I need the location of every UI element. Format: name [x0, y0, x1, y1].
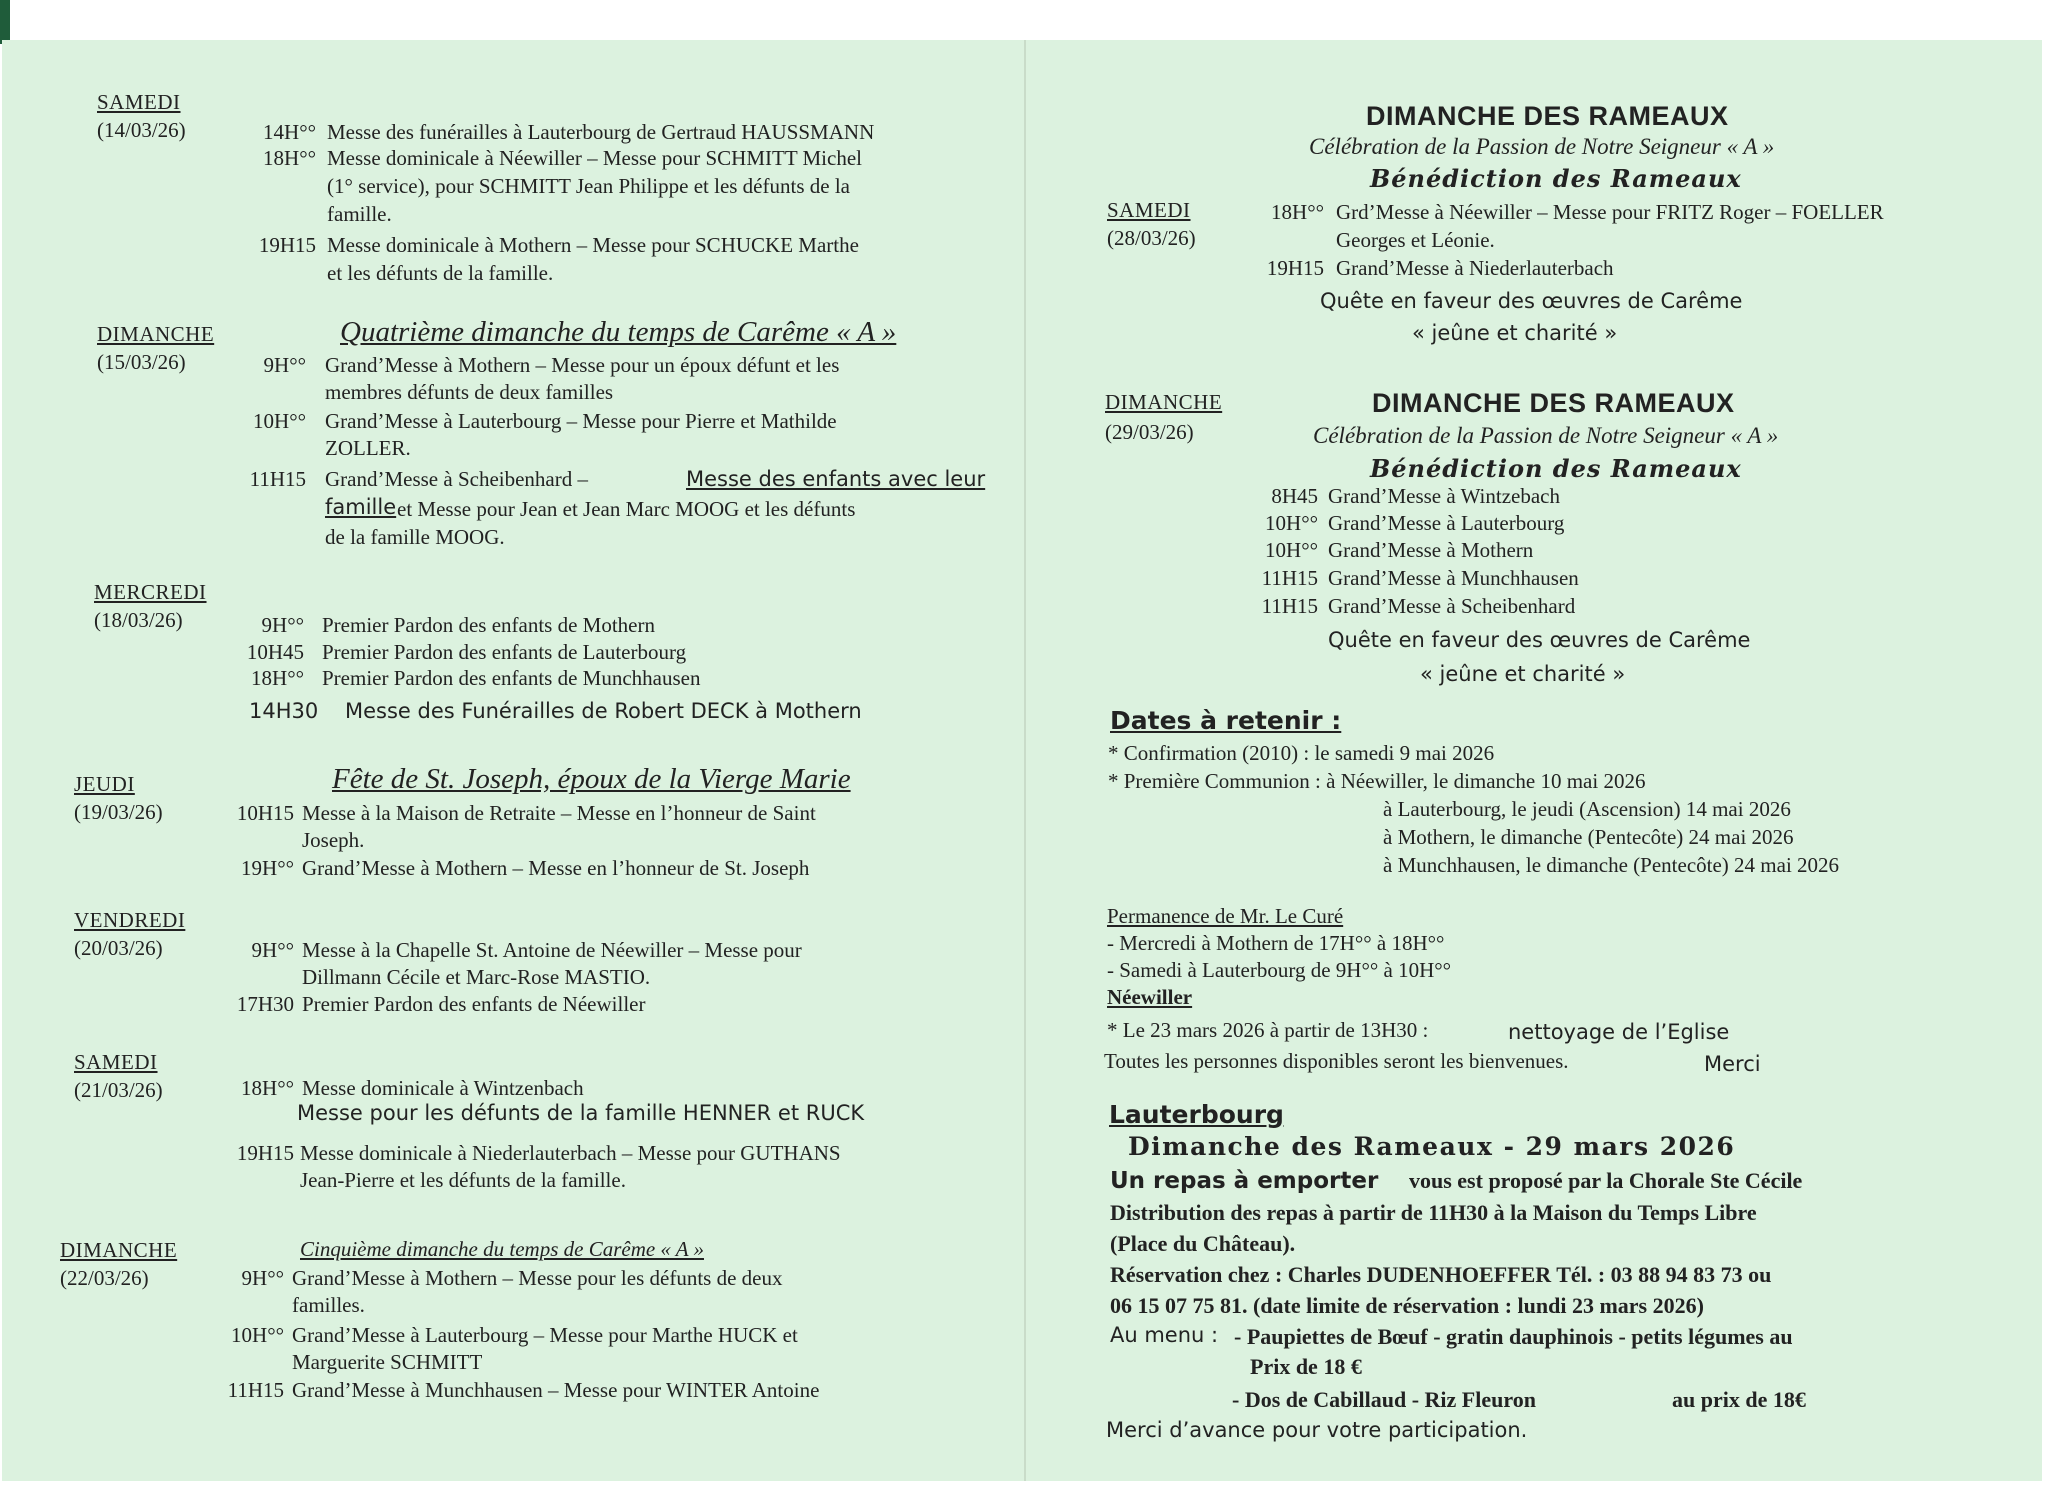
section-subheading: Célébration de la Passion de Notre Seigneur « A » — [1313, 423, 1779, 448]
date-item: à Munchhausen, le dimanche (Pentecôte) 24 mai 2026 — [1383, 853, 1840, 877]
mass-line: Grand’Messe à Scheibenhard – — [325, 467, 588, 491]
mass-line: Messe dominicale à Néewiller – Messe pour SCHMITT Michel — [327, 146, 862, 170]
page-fold — [1024, 40, 1026, 1481]
time: 8H45 — [1271, 484, 1318, 508]
mass-line: membres défunts de deux familles — [325, 380, 614, 404]
time: 10H°° — [1265, 511, 1318, 535]
notice-line: Toutes les personnes disponibles seront les bienvenues. — [1104, 1049, 1569, 1073]
mass-line: Dillmann Cécile et Marc-Rose MASTIO. — [302, 965, 651, 989]
date-label: (15/03/26) — [97, 350, 186, 374]
section-title: Néewiller — [1107, 985, 1193, 1009]
mass-line: Grand’Messe à Munchhausen – Messe pour WINTER Antoine — [292, 1378, 820, 1402]
time: 9H°° — [261, 613, 304, 637]
mass-line: Georges et Léonie. — [1336, 228, 1495, 252]
time: 18H°° — [1271, 200, 1324, 224]
gothic-heading: Bénédiction des Rameaux — [1370, 454, 1742, 483]
section-subheading: Célébration de la Passion de Notre Seigneur « A » — [1309, 134, 1775, 159]
day-label: SAMEDI — [1107, 198, 1191, 222]
mass-line: Grand’Messe à Mothern – Messe en l’honneur de St. Joseph — [302, 856, 810, 880]
mass-line: Grand’Messe à Mothern – Messe pour les défunts de deux — [292, 1266, 783, 1290]
collection-note: Quête en faveur des œuvres de Carême — [1320, 289, 1743, 313]
day-label: SAMEDI — [97, 90, 181, 114]
day-label: SAMEDI — [74, 1050, 158, 1074]
menu-line: Prix de 18 € — [1250, 1354, 1362, 1379]
liturgical-title: Cinquième dimanche du temps de Carême « A » — [300, 1237, 704, 1261]
mass-line: Grand’Messe à Lauterbourg — [1328, 511, 1565, 535]
time: 10H°° — [231, 1323, 284, 1347]
time: 11H15 — [1261, 594, 1318, 618]
event-line: Distribution des repas à partir de 11H30 à la Maison du Temps Libre — [1110, 1200, 1757, 1225]
section-title: Lauterbourg — [1109, 1100, 1284, 1129]
mass-line: Jean-Pierre et les défunts de la famille. — [300, 1168, 626, 1192]
date-label: (14/03/26) — [97, 118, 186, 142]
mass-line: Premier Pardon des enfants de Mothern — [322, 613, 655, 637]
mass-line-highlight: famille — [325, 495, 397, 519]
event-line: Réservation chez : Charles DUDENHOEFFER Tél. : 03 88 94 83 73 ou — [1110, 1262, 1772, 1287]
section-heading: DIMANCHE DES RAMEAUX — [1372, 388, 1735, 418]
day-label: VENDREDI — [74, 908, 186, 932]
date-label: (21/03/26) — [74, 1078, 163, 1102]
collection-note: Quête en faveur des œuvres de Carême — [1328, 628, 1751, 652]
time: 9H°° — [241, 1266, 284, 1290]
date-label: (19/03/26) — [74, 800, 163, 824]
date-item: * Première Communion : à Néewiller, le dimanche 10 mai 2026 — [1108, 769, 1646, 793]
menu-line: au prix de 18€ — [1672, 1387, 1806, 1412]
section-heading: DIMANCHE DES RAMEAUX — [1366, 101, 1729, 131]
collection-note: « jeûne et charité » — [1412, 321, 1618, 345]
liturgical-title: Fête de St. Joseph, époux de la Vierge Marie — [332, 763, 851, 795]
mass-line: Messe pour les défunts de la famille HENNER et RUCK — [297, 1101, 865, 1125]
notice-line: Merci — [1704, 1052, 1761, 1076]
mass-line: et les défunts de la famille. — [327, 261, 554, 285]
mass-line: Premier Pardon des enfants de Néewiller — [302, 992, 646, 1016]
time: 11H15 — [227, 1378, 284, 1402]
closing-line: Merci d’avance pour votre participation. — [1106, 1418, 1528, 1442]
date-label: (18/03/26) — [94, 608, 183, 632]
time: 19H°° — [241, 856, 294, 880]
time: 10H°° — [1265, 538, 1318, 562]
event-line: (Place du Château). — [1110, 1231, 1296, 1256]
notice-line: * Le 23 mars 2026 à partir de 13H30 : — [1107, 1018, 1429, 1042]
section-title: Permanence de Mr. Le Curé — [1107, 904, 1344, 928]
date-item: à Mothern, le dimanche (Pentecôte) 24 mai 2026 — [1383, 825, 1794, 849]
mass-line: familles. — [292, 1293, 365, 1317]
mass-line: Grand’Messe à Lauterbourg – Messe pour Pierre et Mathilde — [325, 409, 837, 433]
event-line: vous est proposé par la Chorale Ste Cécile — [1409, 1168, 1803, 1193]
mass-line: et Messe pour Jean et Jean Marc MOOG et les défunts — [397, 497, 856, 521]
time: 9H°° — [263, 353, 306, 377]
mass-line: Messe à la Maison de Retraite – Messe en l’honneur de Saint — [302, 801, 816, 825]
scan-edge-strip — [0, 0, 10, 44]
mass-line: Grand’Messe à Wintzebach — [1328, 484, 1561, 508]
office-hours: - Mercredi à Mothern de 17H°° à 18H°° — [1107, 931, 1445, 955]
mass-line: Premier Pardon des enfants de Munchhausen — [322, 666, 701, 690]
time: 19H15 — [236, 1141, 294, 1165]
time: 18H°° — [263, 146, 316, 170]
date-label: (22/03/26) — [60, 1266, 149, 1290]
gothic-heading: Bénédiction des Rameaux — [1370, 164, 1742, 193]
collection-note: « jeûne et charité » — [1420, 662, 1626, 686]
mass-line-highlight: Messe des enfants avec leur — [686, 467, 986, 491]
time: 19H15 — [1266, 256, 1324, 280]
date-label: (28/03/26) — [1107, 226, 1196, 250]
day-label: DIMANCHE — [60, 1238, 178, 1262]
mass-line: Messe des funérailles à Lauterbourg de Gertraud HAUSSMANN — [327, 120, 875, 144]
mass-line: Grd’Messe à Néewiller – Messe pour FRITZ Roger – FOELLER — [1336, 200, 1884, 224]
date-label: (20/03/26) — [74, 936, 163, 960]
mass-line: Messe des Funérailles de Robert DECK à Mothern — [345, 699, 862, 723]
time: 10H45 — [246, 640, 304, 664]
date-label: (29/03/26) — [1105, 420, 1194, 444]
time: 11H15 — [1261, 566, 1318, 590]
mass-line: Grand’Messe à Lauterbourg – Messe pour Marthe HUCK et — [292, 1323, 798, 1347]
time: 14H30 — [249, 699, 319, 723]
mass-line: Grand’Messe à Scheibenhard — [1328, 594, 1576, 618]
date-item: * Confirmation (2010) : le samedi 9 mai 2026 — [1108, 741, 1495, 765]
event-line: Un repas à emporter — [1110, 1168, 1379, 1194]
office-hours: - Samedi à Lauterbourg de 9H°° à 10H°° — [1107, 958, 1452, 982]
menu-label: Au menu : — [1110, 1323, 1219, 1347]
menu-line: - Dos de Cabillaud - Riz Fleuron — [1232, 1387, 1536, 1412]
time: 10H15 — [236, 801, 294, 825]
mass-line: ZOLLER. — [325, 436, 411, 460]
mass-line: Messe à la Chapelle St. Antoine de Néewiller – Messe pour — [302, 938, 802, 962]
mass-line: Messe dominicale à Wintzenbach — [302, 1076, 584, 1100]
mass-line: Grand’Messe à Mothern — [1328, 538, 1534, 562]
mass-line: Grand’Messe à Mothern – Messe pour un époux défunt et les — [325, 353, 840, 377]
notice-line: nettoyage de l’Eglise — [1508, 1020, 1730, 1044]
time: 18H°° — [251, 666, 304, 690]
day-label: DIMANCHE — [97, 322, 215, 346]
date-item: à Lauterbourg, le jeudi (Ascension) 14 mai 2026 — [1383, 797, 1791, 821]
mass-line: Joseph. — [302, 828, 365, 852]
mass-line: Marguerite SCHMITT — [292, 1350, 483, 1374]
day-label: MERCREDI — [94, 580, 207, 604]
time: 9H°° — [251, 938, 294, 962]
time: 10H°° — [253, 409, 306, 433]
mass-line: famille. — [327, 202, 392, 226]
time: 18H°° — [241, 1076, 294, 1100]
time: 19H15 — [258, 233, 316, 257]
mass-line: Premier Pardon des enfants de Lauterbourg — [322, 640, 687, 664]
time: 14H°° — [263, 120, 316, 144]
mass-line: Grand’Messe à Munchhausen — [1328, 566, 1579, 590]
event-line: 06 15 07 75 81. (date limite de réservation : lundi 23 mars 2026) — [1110, 1293, 1704, 1318]
event-heading: Dimanche des Rameaux - 29 mars 2026 — [1128, 1132, 1736, 1161]
mass-line: de la famille MOOG. — [325, 525, 505, 549]
menu-line: - Paupiettes de Bœuf - gratin dauphinois - petits légumes au — [1234, 1324, 1793, 1349]
section-title: Dates à retenir : — [1110, 706, 1342, 735]
liturgical-title: Quatrième dimanche du temps de Carême « A » — [340, 316, 897, 348]
mass-line: (1° service), pour SCHMITT Jean Philippe et les défunts de la — [327, 174, 850, 198]
day-label: JEUDI — [74, 772, 135, 796]
mass-line: Grand’Messe à Niederlauterbach — [1336, 256, 1614, 280]
time: 17H30 — [236, 992, 294, 1016]
day-label: DIMANCHE — [1105, 390, 1223, 414]
mass-line: Messe dominicale à Niederlauterbach – Messe pour GUTHANS — [300, 1141, 841, 1165]
mass-line: Messe dominicale à Mothern – Messe pour SCHUCKE Marthe — [327, 233, 859, 257]
time: 11H15 — [249, 467, 306, 491]
